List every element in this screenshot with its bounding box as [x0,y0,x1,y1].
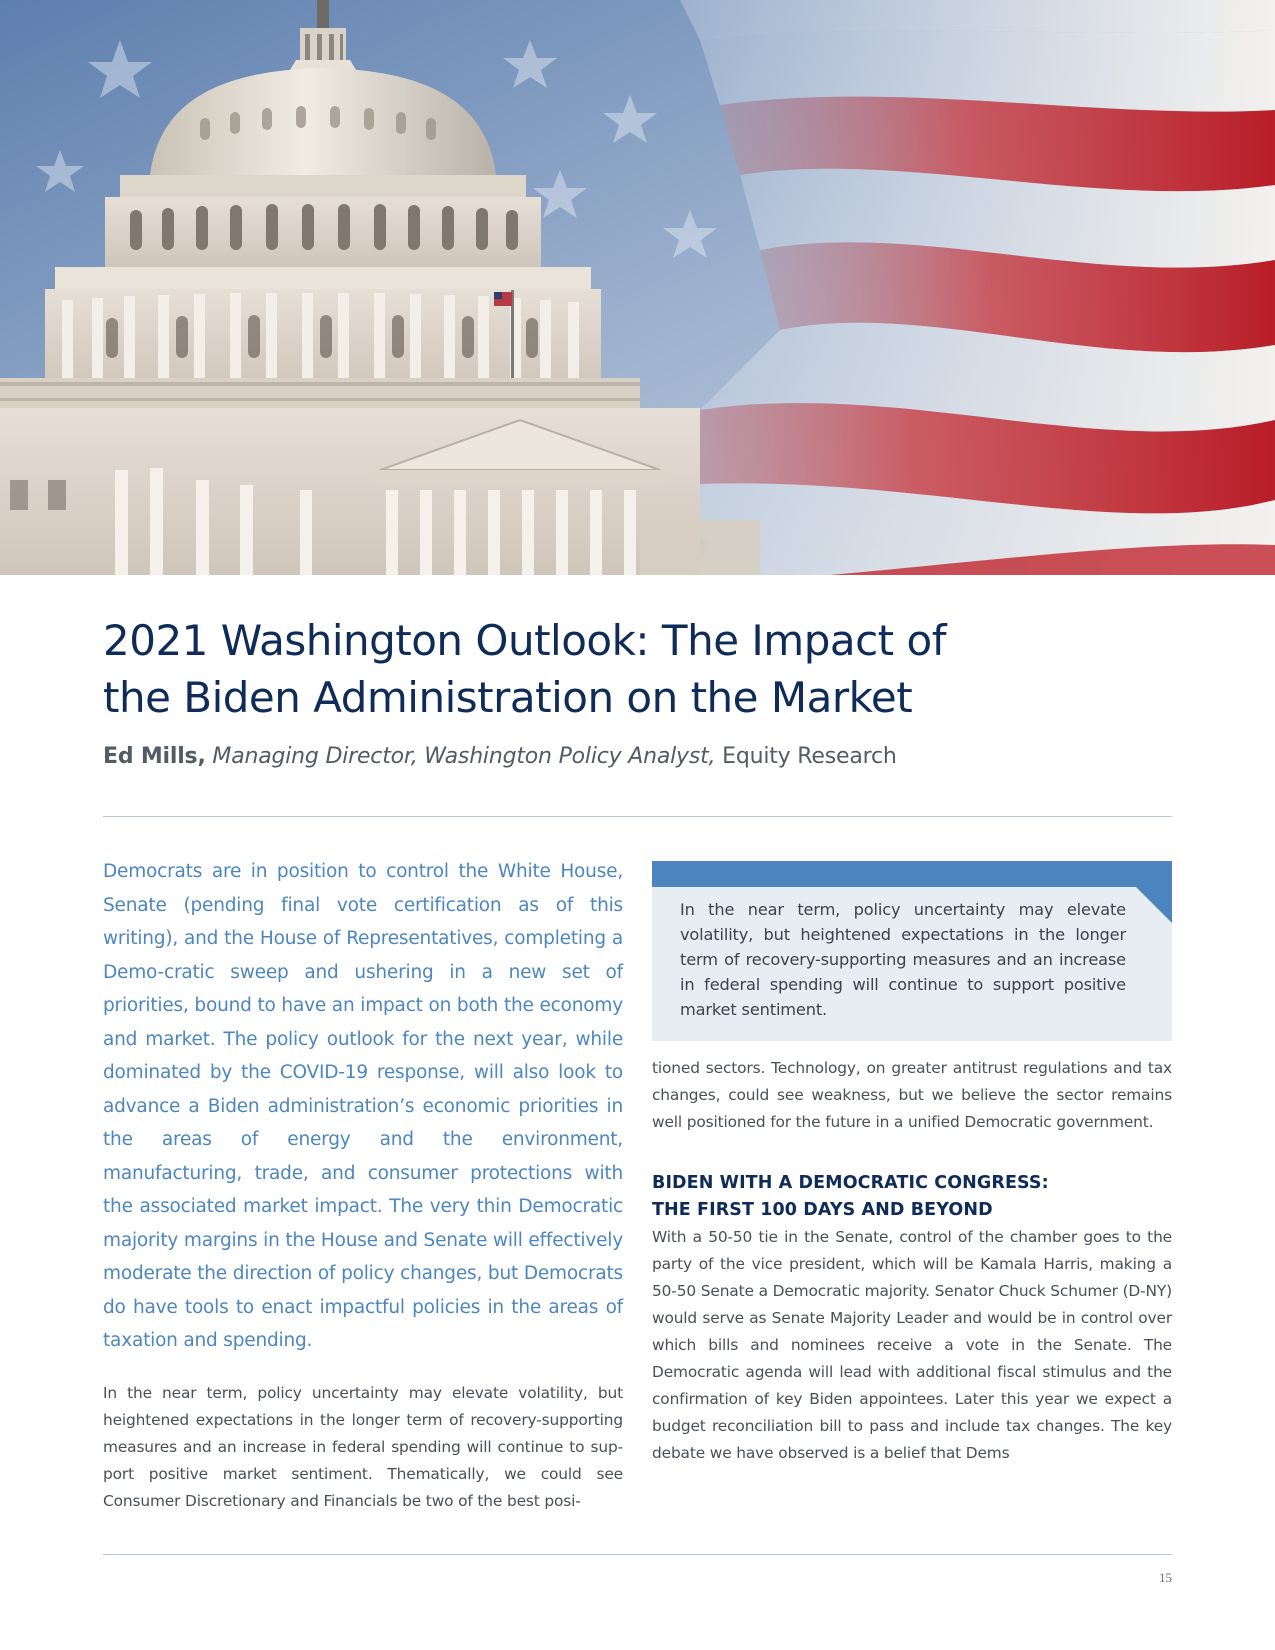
author-name: Ed Mills, [103,744,206,769]
page-number: 15 [1159,1570,1172,1585]
footer-divider [103,1554,1172,1555]
pull-quote-corner [1136,887,1172,923]
author-role: Managing Director, Washington Policy Analyst, [212,744,716,769]
pull-quote [652,861,1172,1041]
right-column [652,1055,1172,1467]
section-heading-line-1: BIDEN WITH A DEMOCRATIC CONGRESS: [652,1173,1049,1193]
header-divider [103,816,1172,817]
lead-paragraph: Democrats are in position to control the White House, Senate (pending final vote certification as of this writing), and the House of Representatives, completing a Demo-cratic sweep and ushering in a new set of priorities, bound to have an impact on both the economy and market. The policy outlook for the next year, while dominated by the COVID-19 response, will also look to advance a Biden administration’s economic priorities in the areas of energy and the environment, manufacturing, trade, and consumer protections with the associated market impact. The very thin Democratic majority margins in the House and Senate will effectively moderate the direction of policy changes, but Democrats do have tools to enact impactful policies in the areas of taxation and spending. [103,861,623,1351]
left-column [103,855,623,1515]
byline [103,744,1103,769]
pull-quote-bar [652,861,1172,887]
capitol-and-flag-illustration [0,0,1275,575]
article-title-line-1: 2021 Washington Outlook: The Impact of [103,616,946,665]
author-department: Equity Research [722,744,897,769]
body-paragraph-left: In the near term, policy uncertainty may elevate volatility, but heightened expectations in the longer term of recovery-supporting measures and an increase in federal spending will continue to sup-port positive market sentiment. Thematically, we could see Consumer Discretionary and Financials be two of the best posi- [103,1383,623,1510]
body-paragraph-right: With a 50-50 tie in the Senate, control of the chamber goes to the party of the vice president, which will be Kamala Harris, making a 50-50 Senate a Democratic majority. Senator Chuck Schumer (D-NY) would serve as Senate Majority Leader and would be in control over which bills and nominees receive a vote in the Senate. The Democratic agenda will lead with additional fiscal stimulus and the confirmation of key Biden appointees. Later this year we expect a budget reconciliation bill to pass and include tax changes. The key debate we have observed is a belief that Dems [652,1228,1172,1462]
section-heading [652,1170,1172,1224]
section-heading-line-2: THE FIRST 100 DAYS AND BEYOND [652,1200,993,1220]
pull-quote-text: In the near term, policy uncertainty may elevate volatility, but heightened expectations in the longer term of recovery-supporting measures and an increase in federal spending will continue to support positive market sentiment. [680,900,1126,1019]
hero-image [0,0,1275,575]
article-title-line-2: the Biden Administration on the Market [103,673,913,722]
article-title [103,612,1103,726]
continuation-paragraph: tioned sectors. Technology, on greater antitrust regulations and tax changes, could see weakness, but we believe the sector remains well positioned for the future in a unified Democratic government. [652,1059,1172,1131]
